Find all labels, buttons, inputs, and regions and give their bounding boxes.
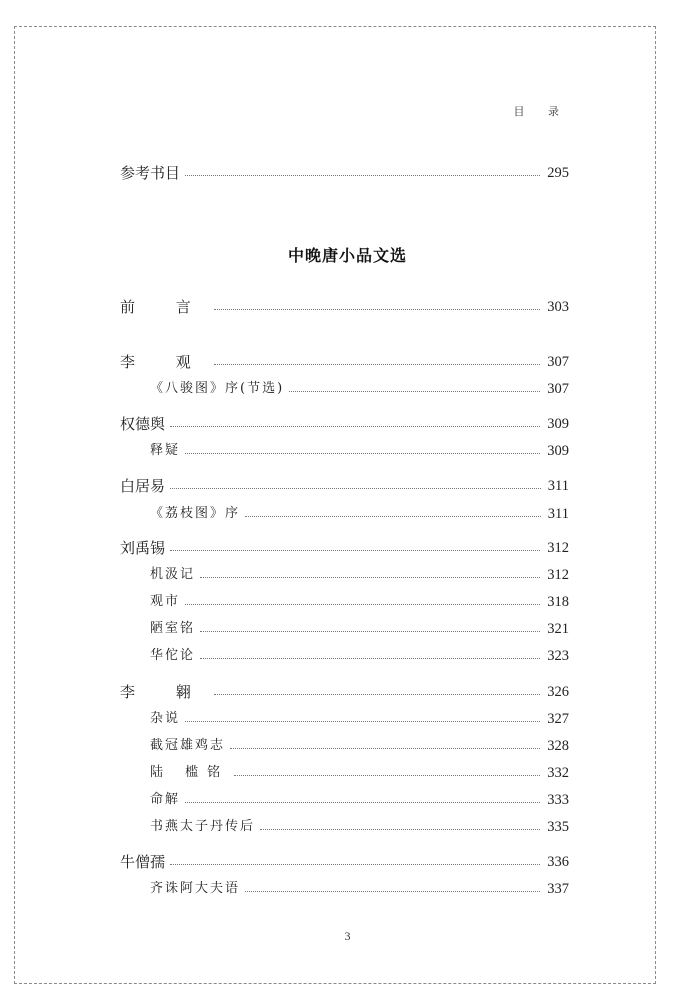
- toc-page-number: 327: [547, 711, 569, 727]
- toc-entry-title: 陋室铭: [150, 621, 196, 636]
- dot-leader: [245, 516, 541, 517]
- toc-page-number: 333: [547, 792, 569, 808]
- toc-entry[interactable]: [120, 163, 569, 183]
- toc-entry[interactable]: [120, 538, 569, 558]
- toc-page-number: 311: [547, 506, 569, 522]
- toc-entry[interactable]: [120, 852, 569, 872]
- toc-entry-title: 《荔枝图》序: [150, 506, 241, 521]
- toc-entry-title: 前 言: [120, 298, 209, 316]
- toc-entry-title: 齐诛阿大夫语: [150, 881, 241, 896]
- toc-entry-title: 截冠雄鸡志: [150, 738, 226, 753]
- toc-entry[interactable]: [120, 682, 569, 702]
- toc-subentry[interactable]: [150, 441, 569, 461]
- toc-page-number: 332: [547, 765, 569, 781]
- toc-entry[interactable]: [120, 414, 569, 434]
- toc-subentry[interactable]: [150, 504, 569, 524]
- toc-page-number: 309: [547, 416, 569, 432]
- toc-page-number: 312: [547, 540, 569, 556]
- toc-subentry[interactable]: [150, 379, 569, 399]
- toc-entry[interactable]: [120, 352, 569, 372]
- toc-entry-title: 李 观: [120, 353, 209, 371]
- toc-entry-title: 参考书目: [120, 164, 181, 182]
- dot-leader: [245, 891, 540, 892]
- dot-leader: [185, 175, 540, 176]
- toc-entry-title: 白居易: [120, 477, 166, 495]
- dot-leader: [200, 631, 540, 632]
- dot-leader: [170, 864, 540, 865]
- dot-leader: [230, 748, 540, 749]
- toc-page-number: 307: [547, 354, 569, 370]
- toc-page-number: 312: [547, 567, 569, 583]
- toc-page-number: 326: [547, 684, 569, 700]
- toc-subentry[interactable]: [150, 763, 569, 783]
- toc-entry-title: 牛僧孺: [120, 853, 166, 871]
- toc-entry-title: 陆 槛铭: [150, 765, 230, 780]
- page-number: 3: [344, 929, 351, 943]
- dot-leader: [200, 658, 540, 659]
- toc-entry-title: 华佗论: [150, 648, 196, 663]
- toc-page-number: 309: [547, 443, 569, 459]
- toc-entry-title: 杂说: [150, 711, 181, 726]
- toc-page-number: 328: [547, 738, 569, 754]
- dot-leader: [170, 488, 541, 489]
- toc-subentry[interactable]: [150, 565, 569, 585]
- toc-page-number: 336: [547, 854, 569, 870]
- dot-leader: [214, 309, 540, 310]
- toc-subentry[interactable]: [150, 790, 569, 810]
- toc-page-number: 337: [547, 881, 569, 897]
- dot-leader: [185, 453, 540, 454]
- toc-entry-title: 权德舆: [120, 415, 166, 433]
- toc-subentry[interactable]: [150, 619, 569, 639]
- toc-subentry[interactable]: [150, 592, 569, 612]
- toc-subentry[interactable]: [150, 817, 569, 837]
- dot-leader: [234, 775, 540, 776]
- dot-leader: [200, 577, 540, 578]
- dot-leader: [214, 694, 540, 695]
- toc-entry-title: 命解: [150, 792, 181, 807]
- toc-subentry[interactable]: [150, 646, 569, 666]
- toc-page-number: 311: [547, 478, 569, 494]
- toc-subentry[interactable]: [150, 879, 569, 899]
- dot-leader: [170, 550, 540, 551]
- toc-page-number: 323: [547, 648, 569, 664]
- toc-page-number: 318: [547, 594, 569, 610]
- toc-entry-title: 刘禹锡: [120, 539, 166, 557]
- toc-entry-title: 书燕太子丹传后: [150, 819, 256, 834]
- toc-entry-title: 机汲记: [150, 567, 196, 582]
- toc-page-number: 303: [547, 299, 569, 315]
- dot-leader: [170, 426, 540, 427]
- toc-subentry[interactable]: [150, 709, 569, 729]
- toc-page-number: 335: [547, 819, 569, 835]
- toc-page-number: 321: [547, 621, 569, 637]
- toc-entry-title: 释疑: [150, 443, 181, 458]
- toc-page-number: 295: [547, 165, 569, 181]
- dot-leader: [185, 802, 540, 803]
- toc-entry-title: 观市: [150, 594, 181, 609]
- dot-leader: [185, 604, 540, 605]
- dot-leader: [289, 391, 540, 392]
- running-head: 目 录: [513, 105, 569, 118]
- toc-subentry[interactable]: [150, 736, 569, 756]
- toc-entry[interactable]: [120, 476, 569, 496]
- toc-page-number: 307: [547, 381, 569, 397]
- section-title: 中晚唐小品文选: [287, 246, 407, 265]
- toc-entry-title: 《八骏图》序(节选): [150, 381, 285, 396]
- dot-leader: [260, 829, 540, 830]
- toc-entry-title: 李 翱: [120, 683, 209, 701]
- dot-leader: [214, 364, 540, 365]
- dot-leader: [185, 721, 540, 722]
- toc-entry[interactable]: [120, 297, 569, 317]
